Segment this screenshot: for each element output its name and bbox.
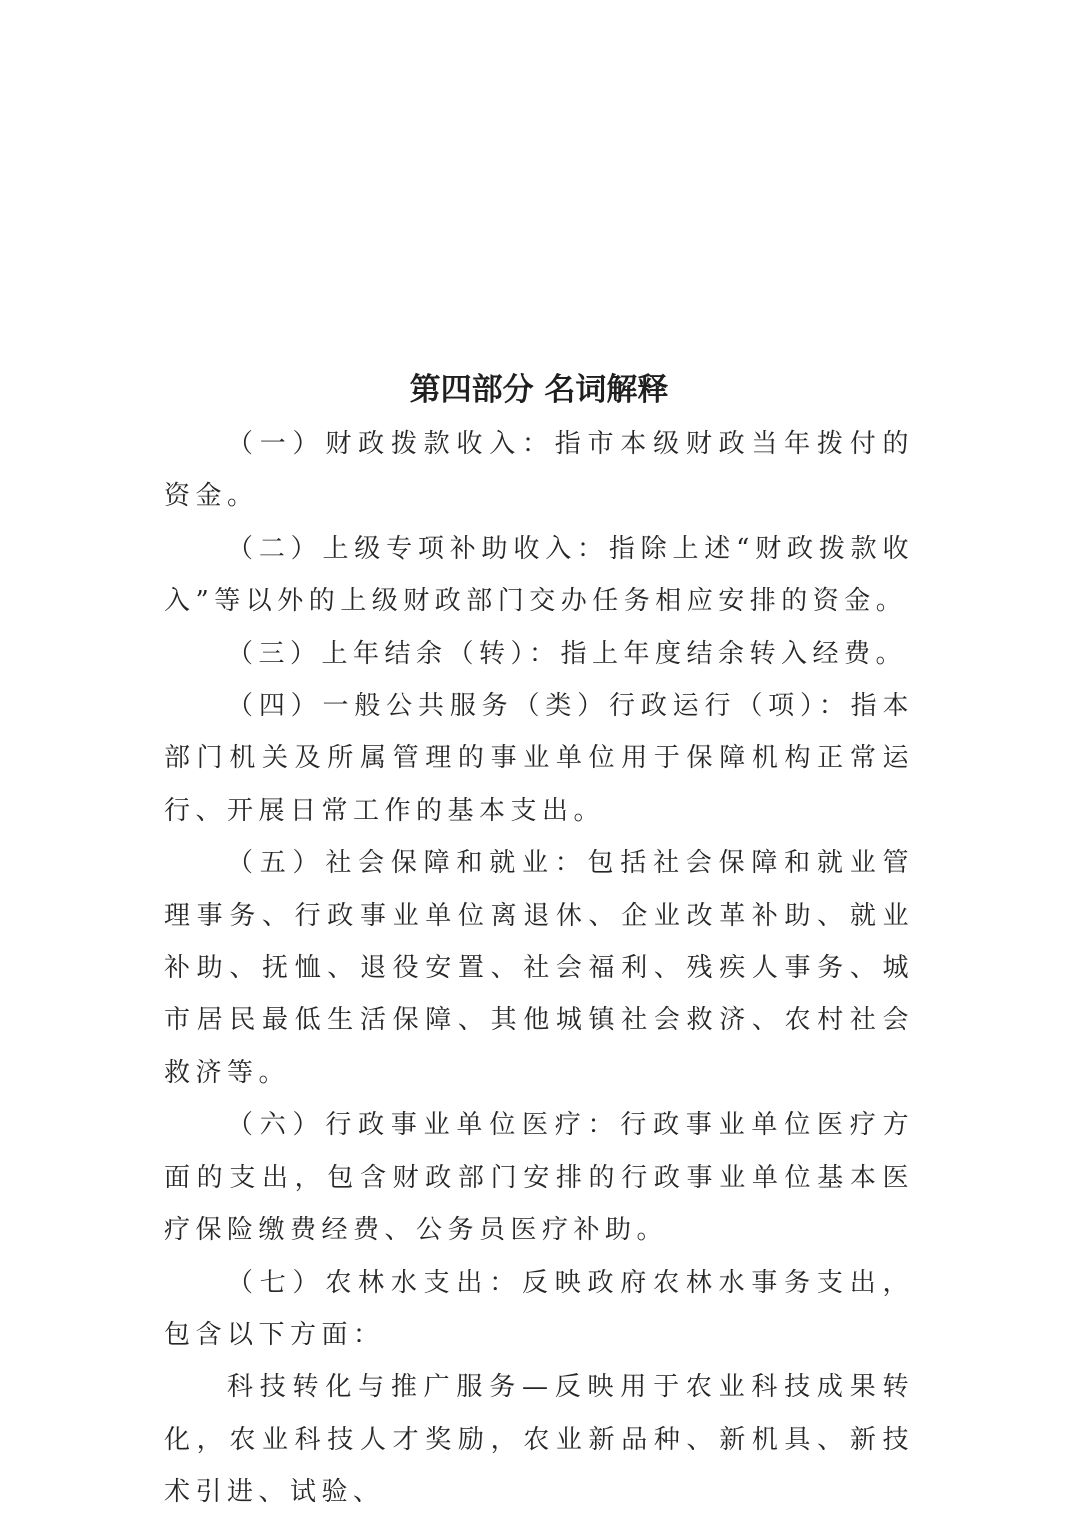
paragraph-3: （三）上年结余（转）：指上年度结余转入经费。 [227, 638, 908, 669]
paragraph-2: （二）上级专项补助收入：指除上述“财政拨款收入”等以外的上级财政部门交办任务相应安排的资金。 [164, 533, 914, 617]
paragraph-4: （四）一般公共服务（类）行政运行（项）：指本部门机关及所属管理的事业单位用于保障机构正常运行、开展日常工作的基本支出。 [164, 691, 914, 826]
paragraph-5: （五）社会保障和就业：包括社会保障和就业管理事务、行政事业单位离退休、企业改革补助、就业补助、抚恤、退役安置、社会福利、残疾人事务、城市居民最低生活保障、其他城镇社会救济、农村社会救济等。 [164, 848, 914, 1088]
section-title: 第四部分 名词解释 [409, 372, 669, 408]
paragraph-1: （一）财政拨款收入：指市本级财政当年拨付的资金。 [164, 429, 914, 512]
paragraph-6: （六）行政事业单位医疗：行政事业单位医疗方面的支出，包含财政部门安排的行政事业单位基本医疗保险缴费经费、公务员医疗补助。 [164, 1110, 914, 1246]
paragraph-7: （七）农林水支出：反映政府农林水事务支出，包含以下方面： [164, 1267, 914, 1350]
document-body [164, 365, 914, 1519]
paragraph-8: 科技转化与推广服务—反映用于农业科技成果转化，农业科技人才奖励，农业新品种、新机具、新技术引进、试验、 [164, 1372, 914, 1508]
